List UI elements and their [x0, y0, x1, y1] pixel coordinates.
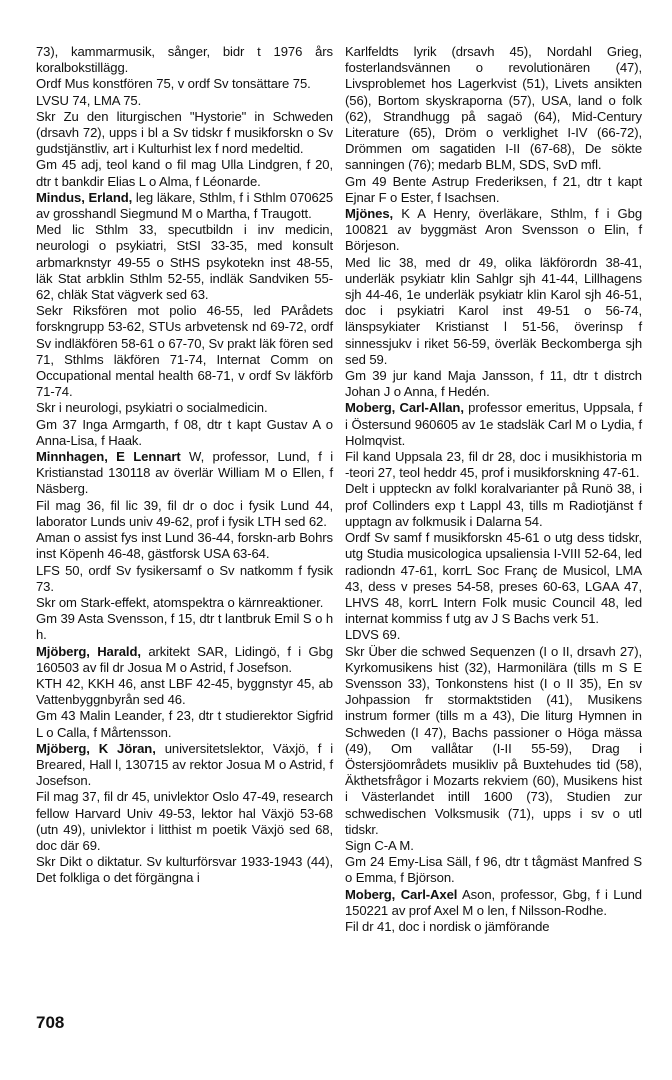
paragraph-text: Fil mag 37, fil dr 45, univlektor Oslo 47-49, research fellow Harvard Univ 49-53, lektor hal Växjö 53-68 (utn 49), univlektor i litthist m poetik Växjö sed 68, doc där 69.	[36, 789, 333, 853]
text-paragraph	[345, 174, 642, 206]
person-name: Moberg, Carl-Axel	[345, 886, 458, 902]
paragraph-text: Karlfeldts lyrik (drsavh 45), Nordahl Grieg, fosterlandsvännen o revolutionären (47), Livsproblemet hos Lagerkvist (51), Livets ansikten (56), Bortom skyskraporna (57), USA, land o folk (62), Strandhugg på sagaö (64), Mid-Century Literature (65), Dröm o verklighet I-IV (66-72), Drömmen om sagatiden I-II (67-68), De sökte sanningen (76); medarb BLM, SDS, SvD mfl.	[345, 44, 642, 173]
text-paragraph	[345, 854, 642, 886]
paragraph-text: arkitekt SAR, Lidingö, f i Gbg 160503 av fil dr Josua M o Astrid, f Josefson.	[36, 643, 334, 675]
paragraph-text: Ason, professor, Gbg, f i Lund 150221 av prof Axel M o len, f Nilsson-Rodhe.	[345, 886, 642, 918]
paragraph-text: Gm 49 Bente Astrup Frederiksen, f 21, dtr t kapt Ejnar F o Ester, f Isachsen.	[345, 173, 642, 205]
text-paragraph	[345, 368, 642, 400]
text-paragraph	[36, 303, 333, 400]
text-paragraph	[345, 838, 642, 854]
paragraph-text: Med lic Sthlm 33, specutbildn i inv medicin, neurologi o psykiatri, StSI 33-35, med konsult arbmarknstyr 49-55 o StHS psykotekn inst 48-55, läk Stat arbklin Sthlm 52-55, indläk Sandviken 55-62, chläk Stat vägverk sed 63.	[36, 222, 333, 303]
paragraph-text: Gm 45 adj, teol kand o fil mag Ulla Lindgren, f 20, dtr t bankdir Elias L o Alma, f Léonarde.	[36, 157, 333, 189]
paragraph-text: LFS 50, ordf Sv fysikersamf o Sv natkomm f fysik 73.	[36, 562, 333, 594]
left-column	[36, 44, 333, 887]
person-name: Minnhagen, E Lennart	[36, 449, 181, 465]
paragraph-text: Aman o assist fys inst Lund 36-44, forskn-arb Bohrs inst Köpenh 46-48, gästforsk USA 63-64.	[36, 530, 333, 562]
text-paragraph	[36, 708, 333, 740]
text-paragraph	[36, 417, 333, 449]
text-paragraph	[36, 76, 333, 92]
text-paragraph	[36, 854, 333, 886]
paragraph-text: Fil kand Uppsala 23, fil dr 28, doc i musikhistoria m -teori 27, teol heddr 45, prof i musikforskning 47-61.	[345, 449, 642, 481]
person-name: Mjöberg, K Jöran,	[36, 740, 156, 756]
paragraph-text: leg läkare, Sthlm, f i Sthlm 070625 av grosshandl Siegmund M o Martha, f Traugott.	[36, 189, 333, 222]
paragraph-text: universitetslektor, Växjö, f i Breared, Hall l, 130715 av rektor Josua M o Astrid, f Josefson.	[36, 740, 334, 789]
text-paragraph	[345, 481, 642, 530]
paragraph-text: Sekr Riksfören mot polio 46-55, led PArådets forskngrupp 53-62, STUs arbvetensk nd 69-72, ordf Sv indläkfören 58-61 o 67-70, Sv prakt läk fören sed 71, Sthlms läkfören 71-74, Internat Comm on Occupational mental health 68-71, v ordf Sv läkförb 71-74.	[36, 303, 333, 400]
text-paragraph	[36, 789, 333, 854]
person-name: Moberg, Carl-Allan,	[345, 400, 464, 416]
text-paragraph	[36, 563, 333, 595]
entry-heading-paragraph	[36, 449, 333, 498]
person-name: Mindus, Erland,	[36, 189, 133, 205]
text-paragraph	[36, 222, 333, 303]
entry-heading-paragraph	[345, 887, 642, 919]
paragraph-text: Gm 39 Asta Svensson, f 15, dtr t lantbruk Emil S o h h.	[36, 611, 333, 643]
paragraph-text: Sign C-A M.	[345, 837, 414, 853]
text-paragraph	[36, 93, 333, 109]
text-paragraph	[345, 627, 642, 643]
text-paragraph	[36, 611, 333, 643]
person-name: Mjöberg, Harald,	[36, 643, 141, 659]
text-paragraph	[36, 44, 333, 76]
paragraph-text: professor emeritus, Uppsala, f i Östersund 960605 av 1e stadsläk Carl M o Lydia, f Holmqvist.	[345, 400, 642, 448]
entry-heading-paragraph	[36, 741, 333, 790]
entry-heading-paragraph	[36, 644, 333, 676]
paragraph-text: 73), kammarmusik, sånger, bidr t 1976 års koralbokstillägg.	[36, 44, 333, 76]
text-paragraph	[36, 595, 333, 611]
text-paragraph	[36, 157, 333, 189]
page-number: 708	[36, 1013, 65, 1032]
text-paragraph	[345, 255, 642, 368]
paragraph-text: Delt i uppteckn av folkl koralvarianter på Runö 38, i prof Collinders exp t Lappl 43, tills m Radiotjänst f upptagn av folkmusik i Dalarna 54.	[345, 481, 642, 529]
paragraph-text: Gm 39 jur kand Maja Jansson, f 11, dtr t distrch Johan J o Anna, f Hedén.	[345, 368, 642, 400]
paragraph-text: LVSU 74, LMA 75.	[36, 92, 142, 108]
paragraph-text: Med lic 38, med dr 49, olika läkförordn 38-41, underläk psykiatr klin Sahlgr sjh 41-44, Lillhagens sjh 44-46, 1e underläk psykiatr klin Karol sjh 46-51, doc i psykiatri Karol inst 49-51 o 56-74, länspsykiater Kristianst l 51-56, överinsp f sinnessjukv i riket 56-59, överläk Beckomberga sjh sed 59.	[345, 254, 642, 367]
text-paragraph	[345, 644, 642, 838]
text-paragraph	[36, 530, 333, 562]
entry-heading-paragraph	[36, 190, 333, 222]
paragraph-text: W, professor, Lund, f i Kristianstad 130118 av överlär William M o Ellen, f Näsberg.	[36, 449, 334, 497]
text-paragraph	[36, 109, 333, 158]
paragraph-text: Fil dr 41, doc i nordisk o jämförande	[345, 918, 550, 934]
text-paragraph	[36, 498, 333, 530]
entry-heading-paragraph	[345, 400, 642, 449]
paragraph-text: Gm 24 Emy-Lisa Säll, f 96, dtr t tågmäst Manfred S o Emma, f Björson.	[345, 854, 642, 886]
paragraph-text: Gm 37 Inga Armgarth, f 08, dtr t kapt Gustav A o Anna-Lisa, f Haak.	[36, 416, 333, 448]
paragraph-text: KTH 42, KKH 46, anst LBF 42-45, byggnstyr 45, ab Vattenbyggnbyrån sed 46.	[36, 675, 333, 708]
paragraph-text: Skr Zu den liturgischen "Hystorie" in Schweden (drsavh 72), upps i bl a Sv tidskr f musikforskn o Sv gudstjänstliv, art i Kulturhist lex f nord medeltid.	[36, 108, 333, 157]
text-paragraph	[345, 44, 642, 174]
paragraph-text: LDVS 69.	[345, 627, 401, 643]
paragraph-text: K A Henry, överläkare, Sthlm, f i Gbg 100821 av byggmäst Aron Svensson o Elin, f Börjeson.	[345, 206, 642, 254]
text-paragraph	[345, 530, 642, 627]
paragraph-text: Skr Dikt o diktatur. Sv kulturförsvar 1933-1943 (44), Det folkliga o det förgängna i	[36, 854, 333, 886]
paragraph-text: Fil mag 36, fil lic 39, fil dr o doc i fysik Lund 44, laborator Lunds univ 49-62, prof i fysik LTH sed 62.	[36, 497, 333, 529]
paragraph-text: Gm 43 Malin Leander, f 23, dtr t studierektor Sigfrid L o Calla, f Mårtensson.	[36, 708, 333, 740]
entry-heading-paragraph	[345, 206, 642, 255]
text-paragraph	[345, 449, 642, 481]
paragraph-text: Skr om Stark-effekt, atomspektra o kärnreaktioner.	[36, 594, 324, 610]
paragraph-text: Ordf Mus konstfören 75, v ordf Sv tonsättare 75.	[36, 76, 311, 92]
paragraph-text: Skr Über die schwed Sequenzen (I o II, drsavh 27), Kyrkomusikens hist (32), Harmonilära (tills m S E Svensson 33), Tonkonstens hist (I o II 35), En sv Johpassion fr stormaktstiden (41), Musikens instrum former (tills m a 43), Die liturg Hymnen in Schweden (I 47), Bachs passioner o Höga mässa (49), Om vallåtar (I-II 55-59), Drag i Östersjöområdets musikliv på Buxtehudes tid (58), Äkthetsfrågor i Mozarts rekviem (60), Musikens hist i Västerlandet intill 1600 (73), Studien zur schwedischen Volksmusik (71), upps i sv o utl tidskr.	[345, 643, 642, 837]
text-paragraph	[345, 919, 642, 935]
text-paragraph	[36, 400, 333, 416]
person-name: Mjönes,	[345, 206, 394, 222]
paragraph-text: Ordf Sv samf f musikforskn 45-61 o utg dess tidskr, utg Studia musicologica upsaliensia I-VIII 52-64, led radiondn 47-61, korrL Soc Franç de Musicol, LMA 43, dess v preses 54-58, preses 60-63, LGAA 47, LHVS 48, korrL Intern Folk music Council 48, led internat kommiss f utg av J S Bachs verk 51.	[345, 530, 642, 627]
text-paragraph	[36, 676, 333, 708]
paragraph-text: Skr i neurologi, psykiatri o socialmedicin.	[36, 400, 268, 416]
right-column	[345, 44, 642, 935]
